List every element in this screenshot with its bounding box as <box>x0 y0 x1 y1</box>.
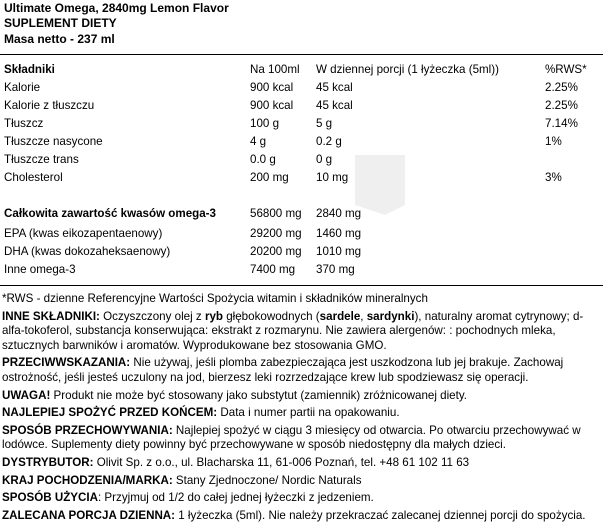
header-ingredients: Składniki <box>4 63 55 76</box>
row-per100: 200 mg <box>250 171 289 184</box>
warning-label: UWAGA! <box>2 388 51 402</box>
contraindications-text: Nie używaj, jeśli plomba zabezpieczająca jest uszkodzona lub jej brakuje. Zachowaj ostrożność, jeśli jesteś uczulony na jod, bierzesz leki rozrzedzające krew lub spodziewasz się operacji. <box>2 356 564 384</box>
row-per100: 20200 mg <box>250 245 302 258</box>
warning-paragraph <box>2 389 600 404</box>
row-rws: 3% <box>545 171 562 184</box>
row-per100: 100 g <box>250 117 280 130</box>
dose-text: 1 łyżeczka (5ml). Nie należy przekraczać zalecanej dziennej porcji do spożycia. <box>175 508 586 522</box>
watermark-logo <box>345 150 415 220</box>
usage-label: SPOSÓB UŻYCIA <box>2 491 98 505</box>
row-daily: 45 kcal <box>316 81 353 94</box>
allergen-anchovy: sardele <box>319 309 361 323</box>
row-rws: 7.14% <box>545 117 578 130</box>
header-daily: W dziennej porcji (1 łyżeczka (5ml)) <box>316 63 499 76</box>
row-name: Tłuszcze trans <box>4 153 79 166</box>
storage-paragraph <box>2 424 600 453</box>
label-notes <box>2 292 600 526</box>
row-daily: 10 mg <box>316 171 349 184</box>
category-label: SUPLEMENT DIETY <box>4 16 117 30</box>
contraindications-paragraph <box>2 356 600 385</box>
best-before-text: Data i numer partii na opakowaniu. <box>217 406 400 420</box>
table-top-rule <box>0 54 603 55</box>
ingredients-text: Oczyszczony olej z <box>99 309 205 323</box>
row-per100: 900 kcal <box>250 81 294 94</box>
row-daily: 5 g <box>316 117 333 130</box>
header-rws: %RWS* <box>545 63 587 76</box>
best-before-paragraph <box>2 406 600 421</box>
rws-footnote: *RWS - dzienne Referencyjne Wartości Spożycia witamin i składników mineralnych <box>2 292 428 305</box>
distributor-paragraph <box>2 456 600 471</box>
row-name: Tłuszcze nasycone <box>4 135 103 148</box>
table-bottom-rule <box>0 285 603 286</box>
origin-label: KRAJ POCHODZENIA/MARKA: <box>2 473 173 487</box>
header-per-100ml: Na 100ml <box>250 63 300 76</box>
row-per100: 29200 mg <box>250 227 302 240</box>
row-name: EPA (kwas eikozapentaenowy) <box>4 227 163 240</box>
dose-paragraph <box>2 509 600 524</box>
row-rws: 2.25% <box>545 81 578 94</box>
ingredients-paragraph <box>2 310 600 354</box>
row-daily: 370 mg <box>316 263 355 276</box>
row-rws: 2.25% <box>545 99 578 112</box>
net-content: Masa netto - 237 ml <box>4 32 115 46</box>
distributor-text: Olivit Sp. z o.o., ul. Blacharska 11, 61-006 Poznań, tel. +48 61 102 11 63 <box>93 455 470 469</box>
allergen-fish: ryb <box>204 309 223 323</box>
row-name: Inne omega-3 <box>4 263 76 276</box>
row-name: Kalorie <box>4 81 41 94</box>
storage-text: Najlepiej spożyć w ciągu 3 miesięcy od otwarcia. Po otwarciu przechowywać w lodówce. Suplementy diety powinny być przechowywane w sposób niedostępny dla małych dzieci. <box>2 423 581 452</box>
usage-text: : Przyjmuj od 1/2 do całej jednej łyżeczki z jedzeniem. <box>97 491 374 505</box>
row-per100: 900 kcal <box>250 99 294 112</box>
origin-paragraph <box>2 474 600 489</box>
distributor-label: DYSTRYBUTOR: <box>2 455 94 469</box>
warning-text: Produkt nie może być stosowany jako substytut (zamiennik) zróżnicowanej diety. <box>50 388 468 402</box>
contraindications-label: PRZECIWWSKAZANIA: <box>2 356 131 370</box>
row-daily: 1010 mg <box>316 245 362 258</box>
row-per100: 56800 mg <box>250 207 302 220</box>
best-before-label: NAJLEPIEJ SPOŻYĆ PRZED KOŃCEM: <box>2 406 218 420</box>
ingredients-text: , <box>360 309 367 323</box>
row-per100: 0.0 g <box>250 153 276 166</box>
row-name: Całkowita zawartość kwasów omega-3 <box>4 207 216 220</box>
row-daily: 0 g <box>316 153 333 166</box>
ingredients-label: INNE SKŁADNIKI: <box>2 309 100 323</box>
origin-text: Stany Zjednoczone/ Nordic Naturals <box>172 473 362 487</box>
row-daily: 0.2 g <box>316 135 342 148</box>
row-daily: 2840 mg <box>316 207 362 220</box>
dose-label: ZALECANA PORCJA DZIENNA: <box>2 508 176 522</box>
ingredients-text: głębokowodnych ( <box>222 309 320 323</box>
row-daily: 1460 mg <box>316 227 362 240</box>
allergen-sardine: sardynki <box>366 309 415 323</box>
row-name: Tłuszcz <box>4 117 44 130</box>
row-per100: 4 g <box>250 135 267 148</box>
row-rws: 1% <box>545 135 562 148</box>
storage-label: SPOSÓB PRZECHOWYWANIA: <box>2 423 173 437</box>
row-daily: 45 kcal <box>316 99 353 112</box>
product-title: Ultimate Omega, 2840mg Lemon Flavor <box>4 1 229 15</box>
row-per100: 7400 mg <box>250 263 296 276</box>
row-name: DHA (kwas dokozaheksaenowy) <box>4 245 171 258</box>
ingredients-text: ), naturalny aromat cytrynowy; d-alfa-tokoferol, substancja konserwująca: ekstrakt z rozmarynu. Nie zawiera alergenów: : pochodnych mleka, sztucznych barwników i aromatów. Wyprodukowane bez stosowania GMO. <box>2 309 584 352</box>
row-name: Kalorie z tłuszczu <box>4 99 95 112</box>
row-name: Cholesterol <box>4 171 63 184</box>
usage-paragraph <box>2 491 600 506</box>
